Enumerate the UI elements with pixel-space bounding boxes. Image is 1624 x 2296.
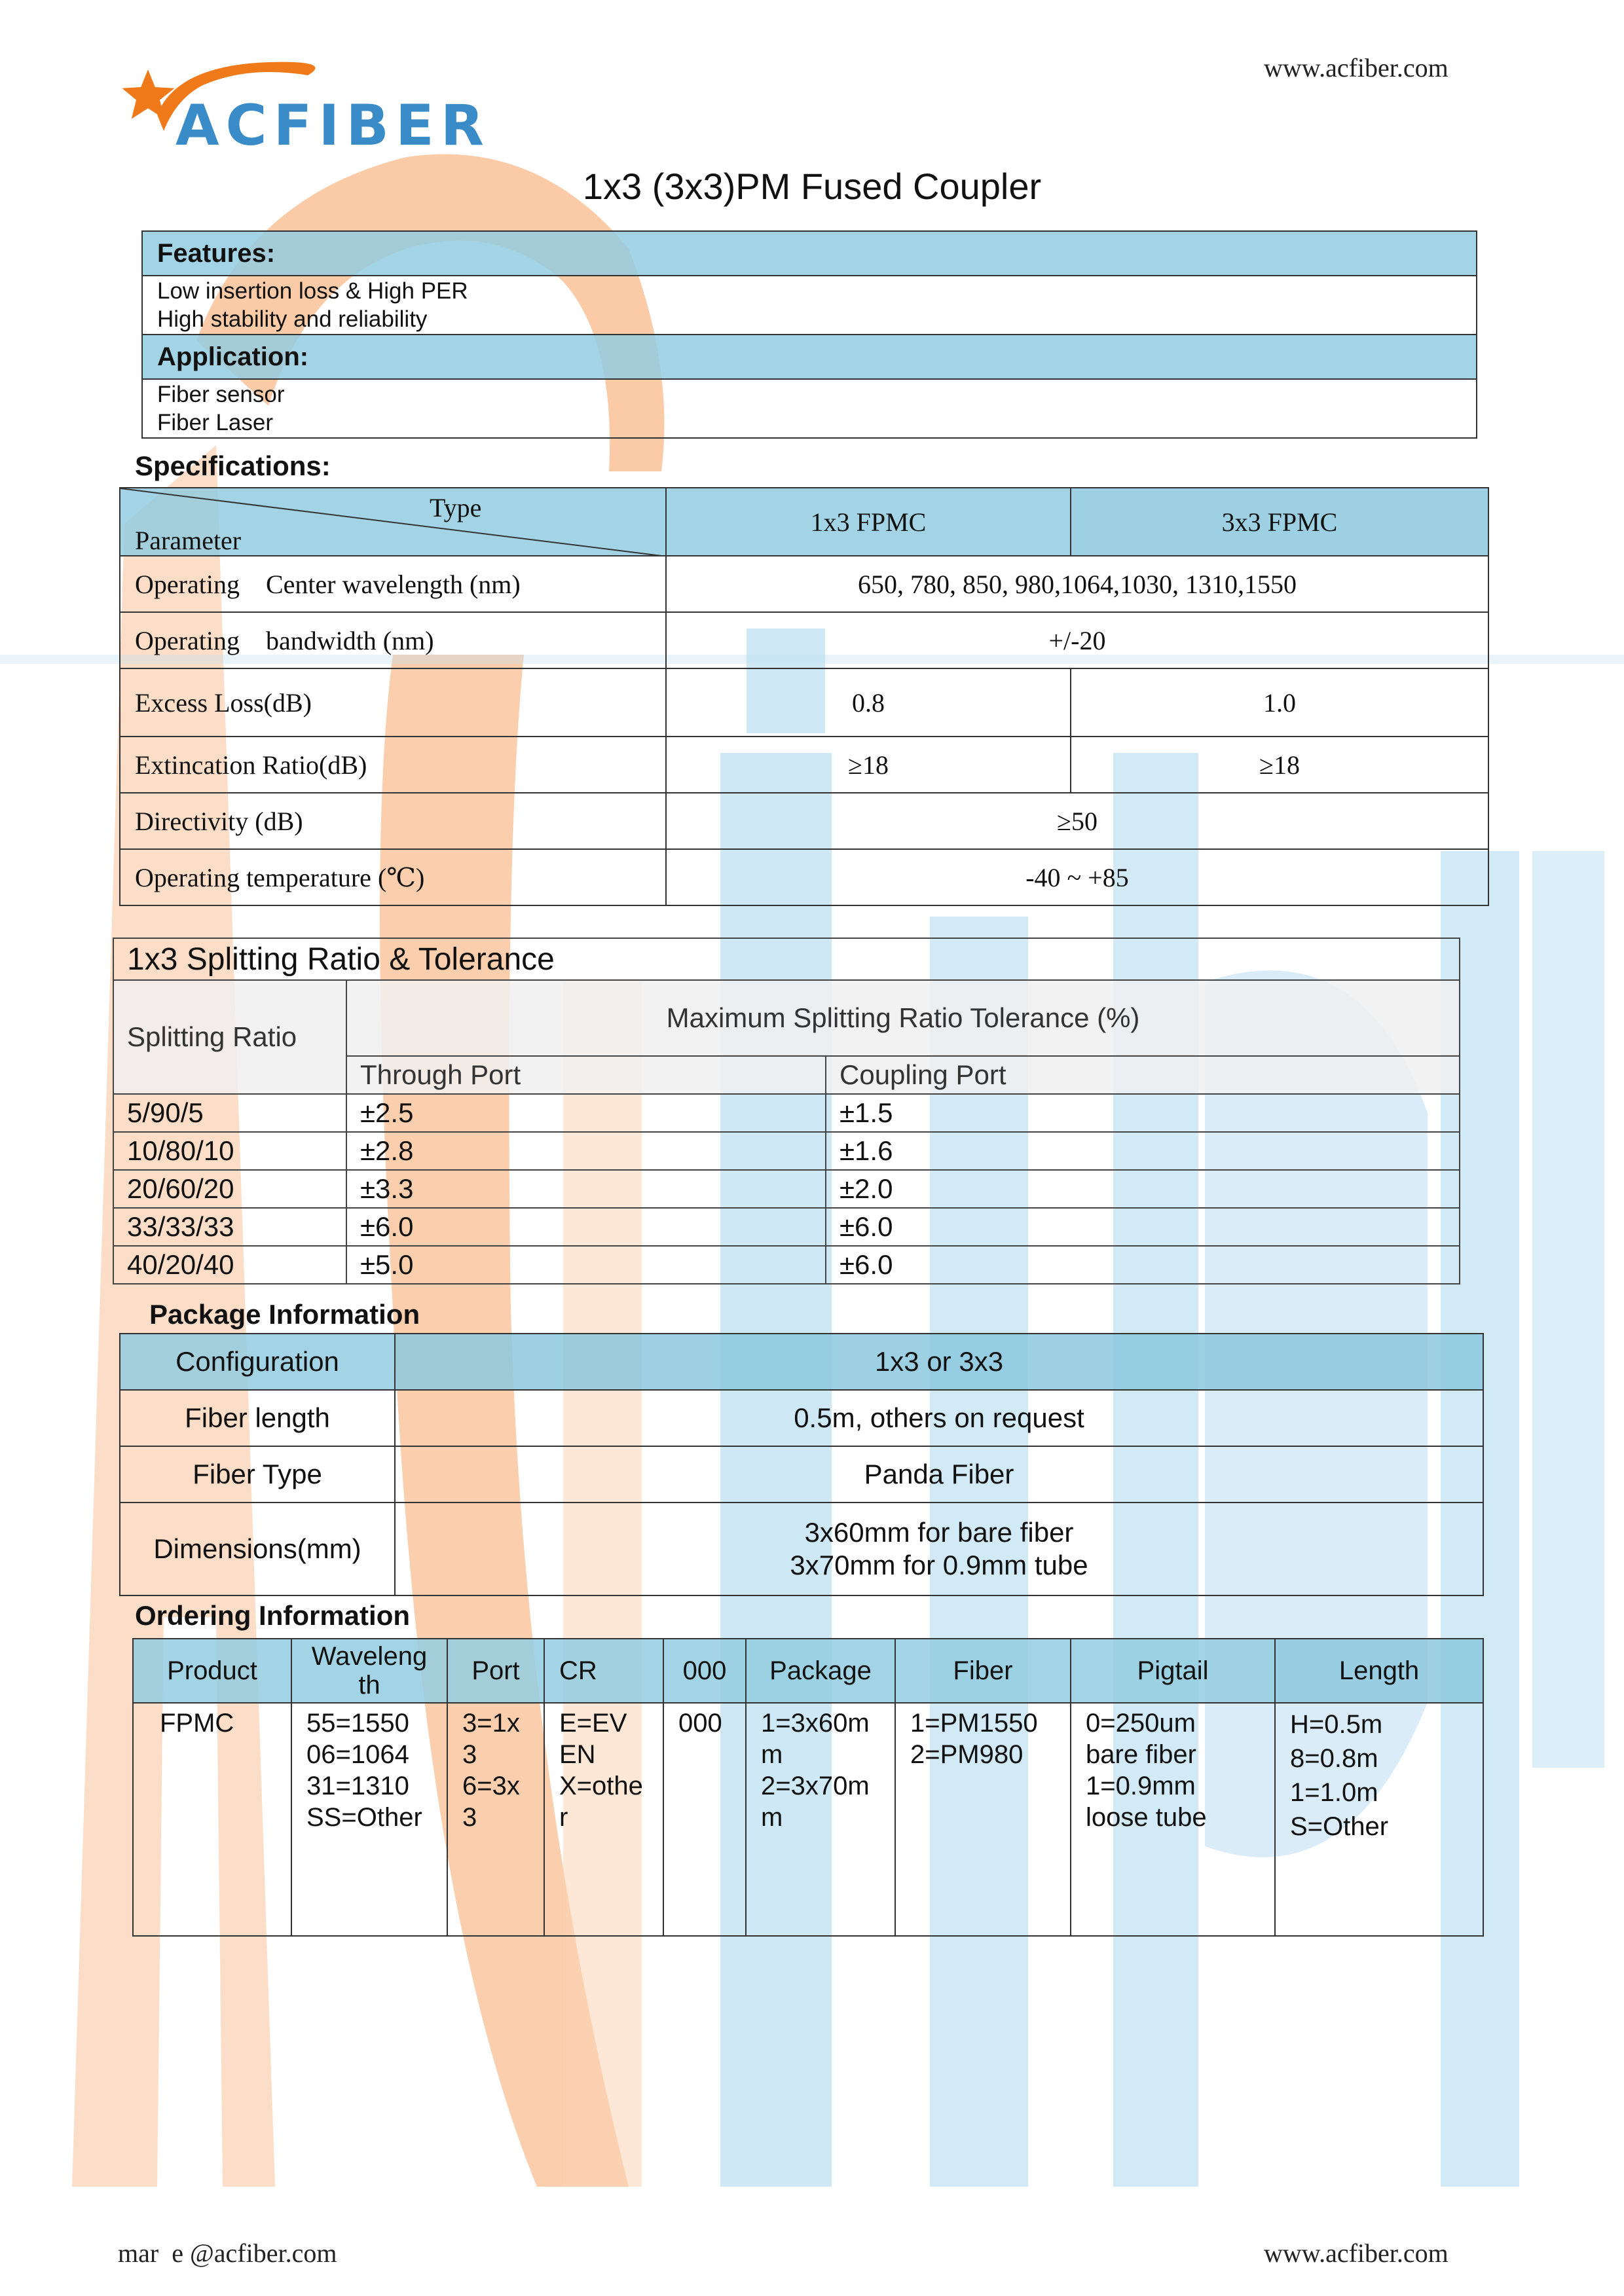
- application-heading: Application:: [142, 335, 1477, 379]
- order-header: Package: [746, 1639, 895, 1703]
- application-line: Fiber sensor: [157, 382, 285, 407]
- spec-corner-cell: [120, 488, 666, 556]
- package-value: 0.5m, others on request: [395, 1390, 1483, 1446]
- specifications-table: [119, 487, 1489, 906]
- order-header: Fiber: [895, 1639, 1071, 1703]
- spec-value: ≥50: [666, 793, 1488, 849]
- spec-value: ≥18: [666, 737, 1071, 793]
- ordering-heading: Ordering Information: [135, 1600, 410, 1631]
- package-value: 3x60mm for bare fiber 3x70mm for 0.9mm tube: [395, 1503, 1483, 1595]
- spec-param: Operating bandwidth (nm): [120, 612, 666, 668]
- spec-parameter-label: Parameter: [135, 526, 242, 555]
- features-table: [141, 230, 1477, 439]
- package-label: Configuration: [120, 1334, 395, 1390]
- order-value: FPMC: [133, 1703, 291, 1936]
- through-tolerance: ±6.0: [346, 1208, 826, 1246]
- order-header: CR: [544, 1639, 663, 1703]
- footer-email-link[interactable]: mar e @acfiber.com: [118, 2238, 337, 2268]
- top-url-link[interactable]: www.acfiber.com: [1264, 53, 1449, 82]
- package-table: [119, 1333, 1484, 1596]
- coupling-tolerance: ±2.0: [826, 1170, 1460, 1208]
- through-tolerance: ±5.0: [346, 1246, 826, 1284]
- order-value: 55=1550 06=1064 31=1310 SS=Other: [291, 1703, 447, 1936]
- through-tolerance: ±2.5: [346, 1094, 826, 1132]
- package-value: 1x3 or 3x3: [395, 1334, 1483, 1390]
- order-header: 000: [663, 1639, 746, 1703]
- split-ratio: 10/80/10: [113, 1132, 346, 1170]
- order-value: 3=1x 3 6=3x 3: [447, 1703, 544, 1936]
- spec-param: Excess Loss(dB): [120, 668, 666, 737]
- order-value: E=EV EN X=othe r: [544, 1703, 663, 1936]
- application-body: [142, 379, 1477, 438]
- split-ratio: 40/20/40: [113, 1246, 346, 1284]
- feature-line: High stability and reliability: [157, 306, 428, 332]
- spec-param: Operating temperature (℃): [120, 849, 666, 905]
- order-header: Pigtail: [1071, 1639, 1275, 1703]
- package-label: Dimensions(mm): [120, 1503, 395, 1595]
- splitting-title: 1x3 Splitting Ratio & Tolerance: [113, 938, 1460, 980]
- order-value: 0=250um bare fiber 1=0.9mm loose tube: [1071, 1703, 1275, 1936]
- features-heading: Features:: [142, 231, 1477, 276]
- order-header: Length: [1275, 1639, 1483, 1703]
- package-label: Fiber length: [120, 1390, 395, 1446]
- order-header: Waveleng th: [291, 1639, 447, 1703]
- document-title: 1x3 (3x3)PM Fused Coupler: [582, 166, 1042, 207]
- coupling-port-header: Coupling Port: [826, 1056, 1460, 1094]
- spec-param: Extincation Ratio(dB): [120, 737, 666, 793]
- split-ratio: 20/60/20: [113, 1170, 346, 1208]
- spec-value: 650, 780, 850, 980,1064,1030, 1310,1550: [666, 556, 1488, 612]
- spec-value: ≥18: [1071, 737, 1488, 793]
- splitting-ratio-table: [113, 938, 1460, 1285]
- through-tolerance: ±3.3: [346, 1170, 826, 1208]
- through-tolerance: ±2.8: [346, 1132, 826, 1170]
- split-ratio: 5/90/5: [113, 1094, 346, 1132]
- coupling-tolerance: ±1.5: [826, 1094, 1460, 1132]
- package-label: Fiber Type: [120, 1446, 395, 1503]
- spec-col-1x3: 1x3 FPMC: [666, 488, 1071, 556]
- order-value: 000: [663, 1703, 746, 1936]
- spec-value: +/-20: [666, 612, 1488, 668]
- ordering-table: [132, 1638, 1484, 1937]
- features-body: [142, 276, 1477, 335]
- order-value: 1=PM1550 2=PM980: [895, 1703, 1071, 1936]
- brand-logo: [118, 52, 490, 158]
- max-tolerance-header: Maximum Splitting Ratio Tolerance (%): [346, 980, 1460, 1056]
- split-ratio: 33/33/33: [113, 1208, 346, 1246]
- feature-line: Low insertion loss & High PER: [157, 278, 468, 304]
- order-value: 1=3x60m m 2=3x70m m: [746, 1703, 895, 1936]
- spec-param: Operating Center wavelength (nm): [120, 556, 666, 612]
- spec-value: 0.8: [666, 668, 1071, 737]
- spec-col-3x3: 3x3 FPMC: [1071, 488, 1488, 556]
- splitting-ratio-header: Splitting Ratio: [113, 980, 346, 1094]
- brand-name: ACFIBER: [175, 93, 490, 158]
- application-line: Fiber Laser: [157, 410, 274, 435]
- coupling-tolerance: ±1.6: [826, 1132, 1460, 1170]
- package-value: Panda Fiber: [395, 1446, 1483, 1503]
- coupling-tolerance: ±6.0: [826, 1208, 1460, 1246]
- package-heading: Package Information: [149, 1299, 420, 1330]
- spec-value: 1.0: [1071, 668, 1488, 737]
- footer-url-link[interactable]: www.acfiber.com: [1264, 2238, 1449, 2268]
- through-port-header: Through Port: [346, 1056, 826, 1094]
- order-value: H=0.5m 8=0.8m 1=1.0m S=Other: [1275, 1703, 1483, 1936]
- spec-type-label: Type: [430, 493, 482, 522]
- spec-param: Directivity (dB): [120, 793, 666, 849]
- spec-value: -40 ~ +85: [666, 849, 1488, 905]
- order-header: Port: [447, 1639, 544, 1703]
- specifications-heading: Specifications:: [135, 450, 331, 481]
- coupling-tolerance: ±6.0: [826, 1246, 1460, 1284]
- order-header: Product: [133, 1639, 291, 1703]
